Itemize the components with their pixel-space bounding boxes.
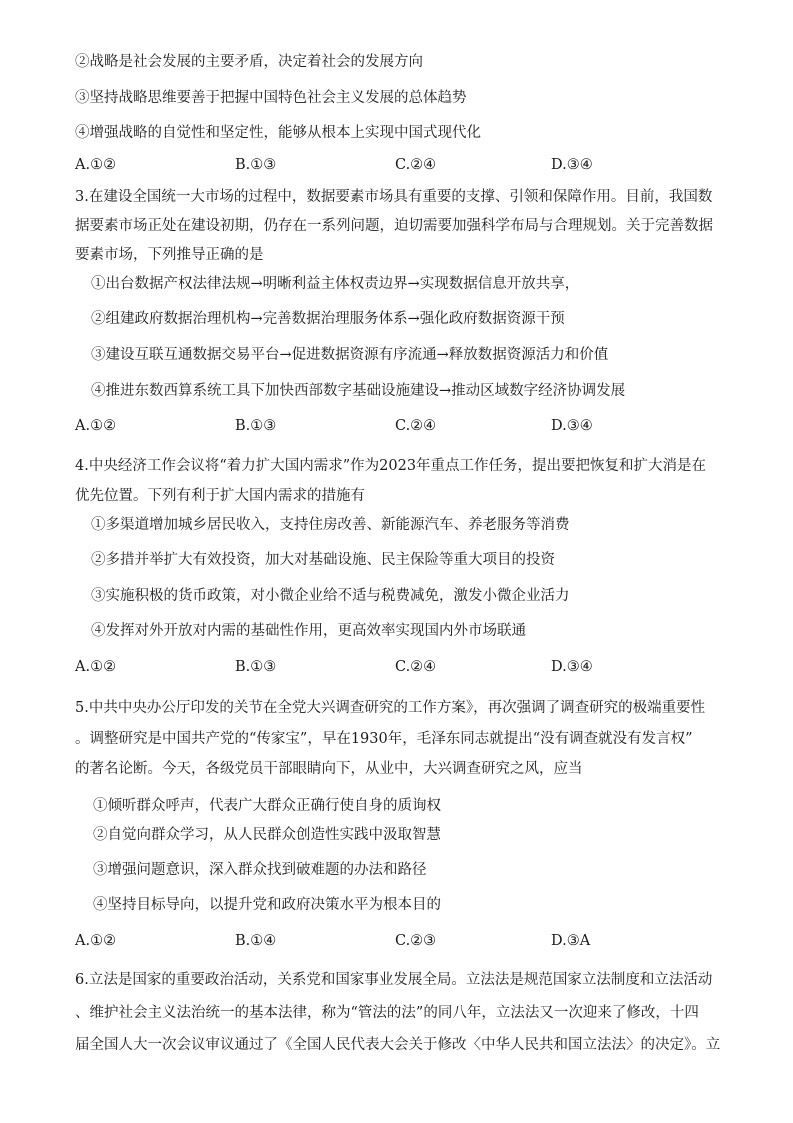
q5-statement-1: ①倾听群众呼声，代表广大群众正确行使自身的质询权 <box>93 798 441 814</box>
q4-option-d: D.③④ <box>551 659 593 675</box>
q4-statement-4: ④发挥对外开放对内需的基础性作用，更高效率实现国内外市场联通 <box>91 623 526 639</box>
q6-stem-line-3: 届全国人大一次会议审议通过了《全国人民代表大会关于修改〈中华人民共和国立法法〉的决定》。立 <box>75 1037 721 1053</box>
q5-option-a: A.①② <box>75 933 117 949</box>
q2-option-a: A.①② <box>75 157 117 173</box>
q3-statement-3: ③建设互联互通数据交易平台→促进数据资源有序流通→释放数据资源活力和价值 <box>91 347 609 363</box>
q3-stem-line-2: 据要素市场正处在建设初期，仍存在一系列问题，迫切需要加强科学布局与合理规划。关于完善数据 <box>75 218 713 234</box>
q5-option-c: C.②③ <box>395 933 437 949</box>
q5-statement-3: ③增强问题意识，深入群众找到破难题的办法和路径 <box>93 862 427 878</box>
q4-statement-2: ②多措并举扩大有效投资，加大对基础设施、民主保险等重大项目的投资 <box>91 552 555 568</box>
q2-statement-2: ②战略是社会发展的主要矛盾，决定着社会的发展方向 <box>75 54 423 70</box>
q4-option-c: C.②④ <box>395 659 437 675</box>
q3-statement-1: ①出台数据产权法律法规→明晰利益主体权责边界→实现数据信息开放共享， <box>91 276 580 292</box>
q5-options <box>75 931 635 951</box>
q2-option-c: C.②④ <box>395 157 437 173</box>
q3-options <box>75 416 635 436</box>
q5-stem-line-2: 。调整研究是中国共产党的“传家宝”，早在1930年，毛泽东同志就提出“没有调查就没有发言权” <box>75 731 693 747</box>
q4-stem-line-1: 4.中央经济工作会议将“着力扩大国内需求”作为2023年重点工作任务，提出要把恢复和扩大消是在 <box>75 458 707 474</box>
q4-statement-1: ①多渠道增加城乡居民收入，支持住房改善、新能源汽车、养老服务等消费 <box>91 517 570 533</box>
q4-stem-line-2: 优先位置。下列有利于扩大国内需求的措施有 <box>75 488 365 504</box>
q5-statement-2: ②自觉向群众学习，从人民群众创造性实践中汲取智慧 <box>93 827 441 843</box>
q3-stem-line-3: 要素市场，下列推导正确的是 <box>75 247 264 263</box>
q3-option-a: A.①② <box>75 418 117 434</box>
q5-stem-line-3: 的著名论断。今天，各级党员干部眼睛向下，从业中，大兴调查研究之风，应当 <box>75 761 583 777</box>
q3-option-b: B.①③ <box>235 418 277 434</box>
q6-stem-line-1: 6.立法是国家的重要政治活动，关系党和国家事业发展全局。立法法是规范国家立法制度和立法活动 <box>75 972 713 988</box>
q2-statement-3: ③坚持战略思维要善于把握中国特色社会主义发展的总体趋势 <box>75 90 467 106</box>
q2-option-b: B.①③ <box>235 157 277 173</box>
q5-stem-line-1: 5.中共中央办公厅印发的关节在全党大兴调查研究的工作方案》，再次强调了调查研究的极端重要性 <box>75 700 706 716</box>
q2-options <box>75 155 635 175</box>
q4-options <box>75 657 635 677</box>
q4-option-a: A.①② <box>75 659 117 675</box>
q5-option-d: D.③A <box>551 933 591 949</box>
q5-option-b: B.①④ <box>235 933 277 949</box>
q3-stem-line-1: 3.在建设全国统一大市场的过程中，数据要素市场具有重要的支撑、引领和保障作用。目前，我国数 <box>75 189 713 205</box>
q3-option-c: C.②④ <box>395 418 437 434</box>
q2-statement-4: ④增强战略的自觉性和坚定性，能够从根本上实现中国式现代化 <box>75 125 481 141</box>
q5-statement-4: ④坚持目标导向，以提升党和政府决策水平为根本目的 <box>93 897 441 913</box>
q3-statement-4: ④推进东数西算系统工具下加快西部数字基础设施建设→推动区域数字经济协调发展 <box>91 383 626 399</box>
q3-option-d: D.③④ <box>551 418 593 434</box>
q4-statement-3: ③实施积极的货币政策，对小微企业给不适与税费减免，激发小微企业活力 <box>91 588 570 604</box>
q4-option-b: B.①③ <box>235 659 277 675</box>
q6-stem-line-2: 、维护社会主义法治统一的基本法律，称为“管法的法”的同八年，立法法又一次迎来了修改，十四 <box>75 1005 699 1021</box>
q3-statement-2: ②组建政府数据治理机构→完善数据治理服务体系→强化政府数据资源干预 <box>91 311 565 327</box>
q2-option-d: D.③④ <box>551 157 593 173</box>
